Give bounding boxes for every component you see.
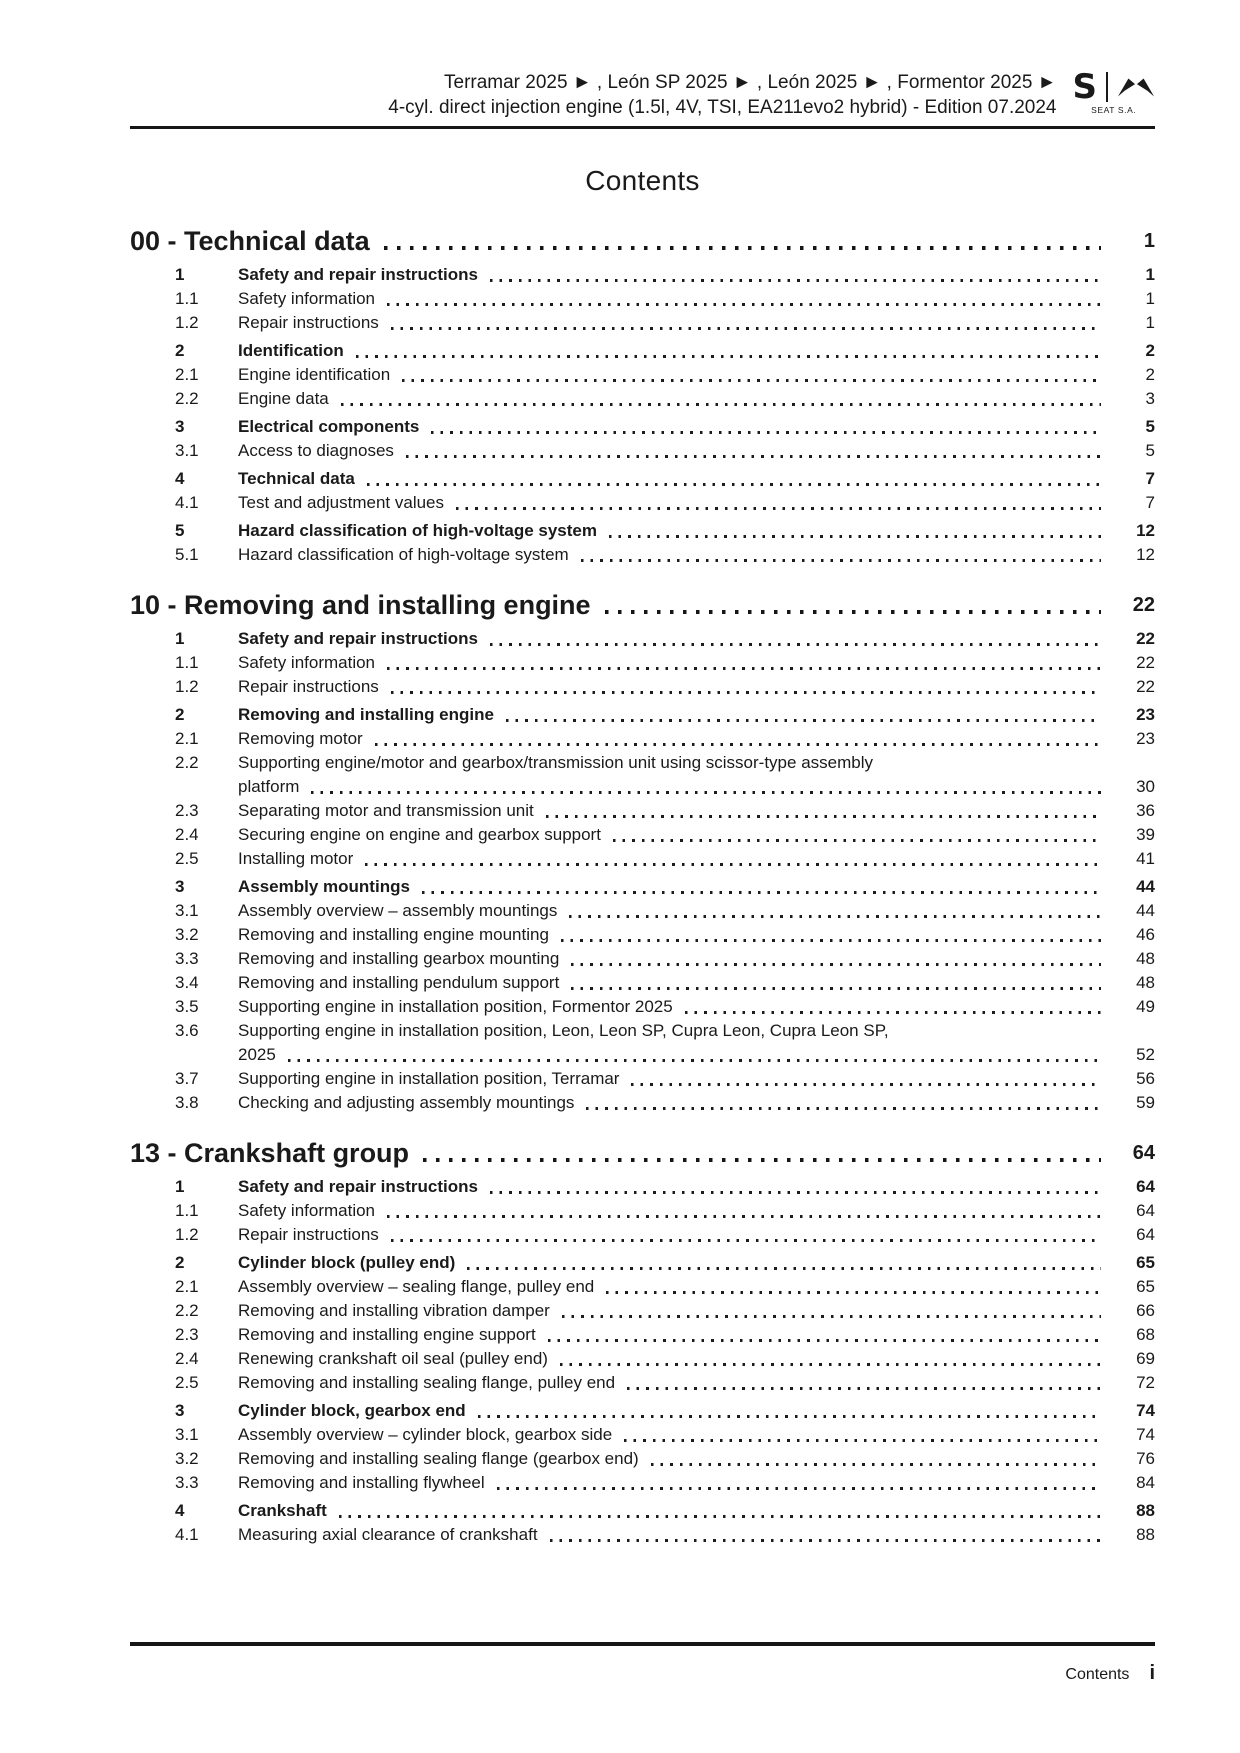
toc-entry[interactable] (130, 543, 1155, 567)
entry-page-number: 2 (1145, 365, 1155, 384)
entry-number: 2.4 (175, 825, 199, 844)
entry-title: Repair instructions (238, 677, 379, 696)
entry-title: Assembly mountings (238, 877, 410, 896)
entry-number: 3.7 (175, 1069, 199, 1088)
chapter-page-number: 22 (1132, 594, 1155, 616)
entry-title: Crankshaft (238, 1501, 327, 1520)
toc-entry[interactable] (130, 1499, 1155, 1523)
entry-title: Safety and repair instructions (238, 1177, 478, 1196)
entry-number: 2 (175, 341, 185, 360)
entry-page-number: 1 (1145, 289, 1155, 308)
toc-chapter[interactable] (130, 589, 1155, 621)
toc-entry[interactable] (130, 703, 1155, 727)
toc-entry[interactable] (130, 627, 1155, 651)
toc-entry[interactable] (130, 415, 1155, 439)
chapter-page-number: 64 (1132, 1142, 1155, 1164)
entry-number: 2.1 (175, 1277, 199, 1296)
dot-leader (490, 1191, 1101, 1194)
entry-number: 4.1 (175, 493, 199, 512)
entry-title-continued: 2025 (238, 1045, 276, 1064)
entry-page-number: 5 (1145, 417, 1155, 436)
chapter-label: 00 - Technical data (130, 226, 370, 256)
entry-page-number: 7 (1145, 469, 1155, 488)
toc-entry[interactable] (130, 675, 1155, 699)
entry-number: 1.1 (175, 653, 199, 672)
toc-entry[interactable] (130, 1019, 1155, 1067)
entry-title: Assembly overview – cylinder block, gearbox side (238, 1425, 613, 1444)
entry-page-number: 72 (1136, 1373, 1155, 1392)
dot-leader (613, 839, 1101, 842)
entry-page-number: 22 (1136, 677, 1155, 696)
entry-page-number: 74 (1136, 1425, 1155, 1444)
dot-leader (467, 1267, 1101, 1270)
entry-title: Identification (238, 341, 344, 360)
dot-leader (490, 643, 1101, 646)
entry-page-number: 64 (1136, 1201, 1155, 1220)
toc-entry[interactable] (130, 1423, 1155, 1447)
header-engine-line: 4-cyl. direct injection engine (1.5l, 4V, TSI, EA211evo2 hybrid) - Edition 07.2024 (388, 97, 1057, 118)
entry-number: 1.2 (175, 677, 199, 696)
entry-page-number: 56 (1136, 1069, 1155, 1088)
entry-title-continued-line (238, 775, 1155, 799)
entry-title: Supporting engine in installation position, Formentor 2025 (238, 997, 673, 1016)
entry-title: Removing and installing engine mounting (238, 925, 549, 944)
entry-title: Safety information (238, 1201, 376, 1220)
entry-title: Installing motor (238, 849, 354, 868)
toc-entry[interactable] (130, 995, 1155, 1019)
toc-entry[interactable] (130, 387, 1155, 411)
toc-entry[interactable] (130, 519, 1155, 543)
entry-title: Removing and installing sealing flange (gearbox end) (238, 1449, 639, 1468)
dot-leader (402, 379, 1101, 382)
entry-page-number: 65 (1136, 1277, 1155, 1296)
entry-number: 2 (175, 705, 185, 724)
entry-page-number: 22 (1136, 629, 1155, 648)
entry-page-number: 74 (1136, 1401, 1155, 1420)
entry-page-number: 36 (1136, 801, 1155, 820)
dot-leader (586, 1107, 1101, 1110)
dot-leader (651, 1463, 1101, 1466)
entry-title: Hazard classification of high-voltage system (238, 521, 597, 540)
entry-page-number: 84 (1136, 1473, 1155, 1492)
entry-page-number: 2 (1145, 341, 1155, 360)
toc-entry[interactable] (130, 923, 1155, 947)
footer-page-number: i (1149, 1662, 1155, 1684)
page-footer (130, 1642, 1155, 1685)
entry-number: 3 (175, 877, 185, 896)
entry-number: 2.2 (175, 389, 199, 408)
entry-title: Checking and adjusting assembly mountings (238, 1093, 575, 1112)
entry-number: 2.5 (175, 849, 199, 868)
entry-number: 3 (175, 417, 185, 436)
logo-divider (1106, 72, 1108, 102)
entry-title: Removing and installing flywheel (238, 1473, 485, 1492)
entry-title: Measuring axial clearance of crankshaft (238, 1525, 538, 1544)
chapter-page-number: 1 (1143, 230, 1155, 252)
dot-leader (560, 1363, 1101, 1366)
entry-title: Removing and installing sealing flange, pulley end (238, 1373, 616, 1392)
entry-page-number: 76 (1136, 1449, 1155, 1468)
dot-leader (569, 915, 1101, 918)
entry-page-number: 23 (1136, 705, 1155, 724)
toc-entry[interactable] (130, 1371, 1155, 1395)
header-rule (130, 126, 1155, 129)
entry-page-number: 68 (1136, 1325, 1155, 1344)
entry-number: 5.1 (175, 545, 199, 564)
toc-entry[interactable] (130, 1199, 1155, 1223)
dot-leader (391, 327, 1101, 330)
dot-leader (456, 507, 1101, 510)
entry-title-continued-line (238, 1043, 1155, 1067)
entry-page-number: 49 (1136, 997, 1155, 1016)
entry-page-number: 46 (1136, 925, 1155, 944)
toc-entry[interactable] (130, 1175, 1155, 1199)
page-header (130, 67, 1155, 120)
contents-title: Contents (585, 165, 700, 196)
toc-entry[interactable] (130, 823, 1155, 847)
entry-number: 3.1 (175, 441, 199, 460)
entry-page-number: 1 (1145, 313, 1155, 332)
toc-entry[interactable] (130, 1091, 1155, 1115)
entry-number: 1.1 (175, 1201, 199, 1220)
entry-title: Cylinder block (pulley end) (238, 1253, 456, 1272)
dot-leader (311, 791, 1101, 794)
toc-entry[interactable] (130, 339, 1155, 363)
dot-leader (490, 279, 1101, 282)
toc-entry[interactable] (130, 751, 1155, 799)
entry-title: Test and adjustment values (238, 493, 445, 512)
entry-page-number: 88 (1136, 1501, 1155, 1520)
toc-entry[interactable] (130, 1275, 1155, 1299)
entry-page-number: 52 (1136, 1045, 1155, 1064)
toc-chapter[interactable] (130, 225, 1155, 257)
entry-title: Supporting engine in installation position, Terramar (238, 1069, 620, 1088)
toc-entry[interactable] (130, 1399, 1155, 1423)
entry-page-number: 44 (1136, 877, 1155, 896)
entry-page-number: 59 (1136, 1093, 1155, 1112)
toc-entry[interactable] (130, 363, 1155, 387)
toc-entry[interactable] (130, 1067, 1155, 1091)
dot-leader (387, 667, 1101, 670)
toc-entry[interactable] (130, 1251, 1155, 1275)
entry-number: 1.1 (175, 289, 199, 308)
entry-body (238, 1019, 1155, 1067)
entry-page-number: 69 (1136, 1349, 1155, 1368)
entry-page-number: 39 (1136, 825, 1155, 844)
entry-title: Cylinder block, gearbox end (238, 1401, 466, 1420)
entry-title: Separating motor and transmission unit (238, 801, 534, 820)
entry-page-number: 12 (1136, 545, 1155, 564)
dot-leader (431, 431, 1101, 434)
dot-leader (571, 987, 1101, 990)
toc-entry[interactable] (130, 467, 1155, 491)
dot-leader (497, 1487, 1101, 1490)
toc-entry[interactable] (130, 1323, 1155, 1347)
entry-number: 3.1 (175, 1425, 199, 1444)
toc-entry[interactable] (130, 1347, 1155, 1371)
entry-title: Engine data (238, 389, 329, 408)
toc-entry[interactable] (130, 1223, 1155, 1247)
entry-title: Removing and installing engine support (238, 1325, 536, 1344)
entry-number: 1 (175, 629, 185, 648)
entry-page-number: 1 (1145, 265, 1155, 284)
dot-leader (605, 610, 1101, 614)
dot-leader (571, 963, 1101, 966)
toc-chapter[interactable] (130, 1137, 1155, 1169)
entry-number: 1.2 (175, 1225, 199, 1244)
entry-number: 3.3 (175, 1473, 199, 1492)
entry-title: Repair instructions (238, 313, 379, 332)
entry-title: Safety and repair instructions (238, 265, 478, 284)
dot-leader (561, 939, 1101, 942)
entry-number: 3.8 (175, 1093, 199, 1112)
entry-title: Hazard classification of high-voltage system (238, 545, 569, 564)
entry-title-continued: platform (238, 777, 300, 796)
dot-leader (631, 1083, 1101, 1086)
entry-page-number: 66 (1136, 1301, 1155, 1320)
dot-leader (391, 1239, 1101, 1242)
entry-page-number: 64 (1136, 1177, 1155, 1196)
entry-page-number: 64 (1136, 1225, 1155, 1244)
entry-number: 1 (175, 1177, 185, 1196)
dot-leader (548, 1339, 1101, 1342)
entry-title: Removing and installing gearbox mounting (238, 949, 560, 968)
dot-leader (406, 455, 1101, 458)
dot-leader (367, 483, 1101, 486)
dot-leader (624, 1439, 1101, 1442)
entry-number: 3.2 (175, 925, 199, 944)
table-of-contents (130, 225, 1155, 1547)
entry-number: 2 (175, 1253, 185, 1272)
entry-page-number: 7 (1145, 493, 1155, 512)
dot-leader (546, 815, 1101, 818)
toc-entry[interactable] (130, 311, 1155, 335)
toc-entry[interactable] (130, 263, 1155, 287)
entry-number: 2.4 (175, 1349, 199, 1368)
entry-title: Repair instructions (238, 1225, 379, 1244)
dot-leader (356, 355, 1101, 358)
dot-leader (422, 891, 1101, 894)
entry-page-number: 23 (1136, 729, 1155, 748)
toc-entry[interactable] (130, 1299, 1155, 1323)
entry-title: Assembly overview – sealing flange, pulley end (238, 1277, 595, 1296)
entry-title: Removing and installing engine (238, 705, 494, 724)
entry-title: Safety information (238, 653, 376, 672)
entry-page-number: 41 (1136, 849, 1155, 868)
entry-page-number: 22 (1136, 653, 1155, 672)
entry-number: 3.2 (175, 1449, 199, 1468)
dot-leader (288, 1059, 1101, 1062)
dot-leader (423, 1158, 1101, 1162)
entry-page-number: 88 (1136, 1525, 1155, 1544)
entry-number: 4 (175, 1501, 185, 1520)
entry-title: Technical data (238, 469, 355, 488)
entry-page-number: 48 (1136, 949, 1155, 968)
dot-leader (339, 1515, 1101, 1518)
entry-title: Assembly overview – assembly mountings (238, 901, 558, 920)
entry-title: Supporting engine in installation position, Leon, Leon SP, Cupra Leon, Cupra Leon SP, (238, 1021, 889, 1040)
brand-logos (1072, 67, 1156, 115)
dot-leader (562, 1315, 1101, 1318)
entry-number: 1.2 (175, 313, 199, 332)
toc-entry[interactable] (130, 875, 1155, 899)
entry-title: Engine identification (238, 365, 391, 384)
chapter-label: 10 - Removing and installing engine (130, 590, 591, 620)
entry-page-number: 44 (1136, 901, 1155, 920)
entry-number: 3.4 (175, 973, 199, 992)
entry-number: 4.1 (175, 1525, 199, 1544)
entry-page-number: 3 (1145, 389, 1155, 408)
entry-number: 2.3 (175, 801, 199, 820)
entry-number: 2.2 (175, 753, 199, 772)
toc-entry[interactable] (130, 1471, 1155, 1495)
dot-leader (685, 1011, 1101, 1014)
toc-entry[interactable] (130, 491, 1155, 515)
entry-title: Securing engine on engine and gearbox support (238, 825, 601, 844)
entry-number: 3.3 (175, 949, 199, 968)
chapter-label: 13 - Crankshaft group (130, 1138, 410, 1168)
header-text (388, 70, 1056, 120)
entry-number: 3 (175, 1401, 185, 1420)
toc-entry[interactable] (130, 287, 1155, 311)
dot-leader (365, 863, 1101, 866)
dot-leader (391, 691, 1101, 694)
entry-number: 3.6 (175, 1021, 199, 1040)
logo-row (1072, 67, 1156, 107)
toc-entry[interactable] (130, 1523, 1155, 1547)
dot-leader (478, 1415, 1101, 1418)
dot-leader (387, 303, 1101, 306)
dot-leader (384, 246, 1101, 250)
dot-leader (550, 1539, 1101, 1542)
dot-leader (375, 743, 1101, 746)
toc-entry[interactable] (130, 899, 1155, 923)
dot-leader (506, 719, 1101, 722)
publisher-caption: SEAT S.A. (1091, 105, 1137, 115)
entry-number: 2.5 (175, 1373, 199, 1392)
entry-number: 2.1 (175, 729, 199, 748)
entry-number: 1 (175, 265, 185, 284)
entry-title: Safety and repair instructions (238, 629, 478, 648)
dot-leader (581, 559, 1101, 562)
entry-title: Safety information (238, 289, 376, 308)
footer-text (130, 1662, 1155, 1685)
toc-entry[interactable] (130, 651, 1155, 675)
dot-leader (341, 403, 1101, 406)
dot-leader (609, 535, 1101, 538)
entry-number: 2.2 (175, 1301, 199, 1320)
entry-number: 3.5 (175, 997, 199, 1016)
entry-number: 4 (175, 469, 185, 488)
entry-title: Supporting engine/motor and gearbox/transmission unit using scissor-type assembly (238, 753, 873, 772)
entry-number: 5 (175, 521, 185, 540)
entry-title: Access to diagnoses (238, 441, 394, 460)
dot-leader (606, 1291, 1101, 1294)
entry-title: Removing motor (238, 729, 363, 748)
toc-entry[interactable] (130, 947, 1155, 971)
entry-page-number: 12 (1136, 521, 1155, 540)
toc-entry[interactable] (130, 439, 1155, 463)
cupra-logo-icon (1117, 74, 1155, 100)
toc-entry[interactable] (130, 1447, 1155, 1471)
dot-leader (627, 1387, 1101, 1390)
entry-page-number: 5 (1145, 441, 1155, 460)
entry-number: 3.1 (175, 901, 199, 920)
seat-logo-icon: S (1072, 67, 1097, 107)
header-models-line: Terramar 2025 ► , León SP 2025 ► , León 2025 ► , Formentor 2025 ► (444, 72, 1057, 93)
footer-label: Contents (1065, 1666, 1130, 1683)
entry-title: Renewing crankshaft oil seal (pulley end) (238, 1349, 548, 1368)
entry-page-number: 30 (1136, 777, 1155, 796)
toc-entry[interactable] (130, 799, 1155, 823)
entry-number: 2.3 (175, 1325, 199, 1344)
entry-page-number: 48 (1136, 973, 1155, 992)
entry-title: Removing and installing pendulum support (238, 973, 560, 992)
dot-leader (387, 1215, 1101, 1218)
footer-rule (130, 1642, 1155, 1646)
toc-entry[interactable] (130, 971, 1155, 995)
toc-entry[interactable] (130, 727, 1155, 751)
entry-number: 2.1 (175, 365, 199, 384)
entry-page-number: 65 (1136, 1253, 1155, 1272)
toc-entry[interactable] (130, 847, 1155, 871)
entry-body (238, 751, 1155, 799)
entry-title: Removing and installing vibration damper (238, 1301, 550, 1320)
entry-title: Electrical components (238, 417, 420, 436)
